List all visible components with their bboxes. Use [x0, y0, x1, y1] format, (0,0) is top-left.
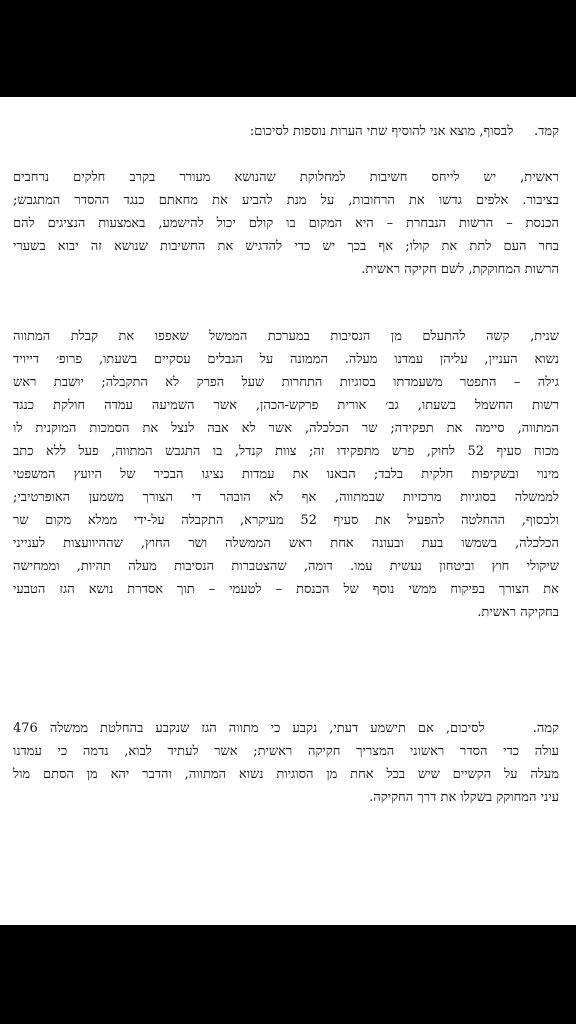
paragraph-line: בחקיקה ראשית. [477, 605, 559, 620]
paragraph-line: מכוח סעיף 52 לחוק, פרש מתפקידו זה; צוות קנדל, בו התגבש המתווה, פעל ללא כתב [13, 444, 559, 459]
paragraph-line: שיקולי חוץ וביטחון נעשית עמו. דומה, שהצטברות הנסיבות מעלה תהיות, וממחישה [13, 559, 559, 574]
paragraph-line: הרשות המחוקקת, לשם חקיקה ראשית. [361, 262, 559, 277]
paragraph-line: עולה כדי הסדר ראשוני המצריך חקיקה ראשית; אשר לעתיד לבוא, נדמה כי עמדנו [13, 744, 559, 759]
paragraph-line: ראשית, יש לייחס חשיבות למחלוקת שהנושא מעורר בקרב חלקים נרחבים [13, 170, 559, 185]
paragraph-line: מעלה על הקשיים שיש בכל אחת מן הסוגיות נשוא המתווה, והדבר יהא מן הסתם מול [13, 767, 559, 782]
paragraph-line: מינוי ובשקיפות חלקית בלבד; הבאנו את עמדות נציגו הבכיר של היועץ המשפטי [13, 467, 559, 482]
paragraph-line: נשוא העניין, עליהן עמדנו מעלה. הממונה על הגבלים עסקיים בשעתו, פרופ׳ דייויד [13, 352, 559, 367]
paragraph-line: ולבסוף, ההחלטה להפעיל את סעיף 52 מעיקרא, התקבלה על-ידי ממלא מקום שר [13, 513, 559, 528]
paragraph-line: רשות החשמל בשעתו, גב׳ אורית פרקש-הכהן, אשר השמיעה עמדה חולקת כנגד [13, 398, 559, 413]
paragraph-line: הכנסת – הרשות הנבחרת – היא המקום בו קולם יכול להישמע, באמצעות הנציגים להם [13, 216, 559, 231]
paragraph-line: הכלכלה, בשמשו בעת ובעונה אחת ראש הממשלה ושר החוץ, שההיוועצות לענייני [13, 536, 559, 551]
paragraph-line: המתווה, סיימה את תפקידה; שר הכלכלה, אשר לא אבה לנצל את הסמכות המוקנית לו [13, 421, 559, 436]
paragraph-line: גילה – התפטר משעמדתו בסוגיות התחרות שעל הפרק לא התקבלה; יושבת ראש [13, 375, 559, 390]
paragraph-line: קמד. לבסוף, מוצא אני להוסיף שתי הערות נוספות לסיכום: [249, 124, 559, 139]
paragraph-line: שנית, קשה להתעלם מן הנסיבות במערכת הממשל שאפפו את קבלת המתווה [13, 329, 559, 344]
paragraph-line: עיני המחוקק בשקלו את דרך החקיקה. [369, 790, 559, 805]
paragraph-line: את הצורך בפיקוח ממשי נוסף של הכנסת – לטעמי – תוך אסדרת נושא הגז הטבעי [13, 582, 559, 597]
paragraph-line: בחר העם לתת את קולו; אף בכך יש כדי להדגיש את החשיבות שנושא זה יבוא בשערי [13, 239, 559, 254]
paragraph-line: בציבור. אלפים גדשו את הרחובות, על מנת להביע את מחאתם כנגד ההסדר המתגבש; [13, 193, 559, 208]
paragraph-line: קמה. לסיכום, אם תישמע דעתי, נקבע כי מתווה הגז שנקבע בהחלטת ממשלה 476 [13, 721, 559, 736]
document-page [0, 97, 576, 925]
paragraph-line: לממשלה בסוגיות מרכזיות שבמתווה, אף לא הובהר די הצורך משמען האופרטיבי; [13, 490, 559, 505]
